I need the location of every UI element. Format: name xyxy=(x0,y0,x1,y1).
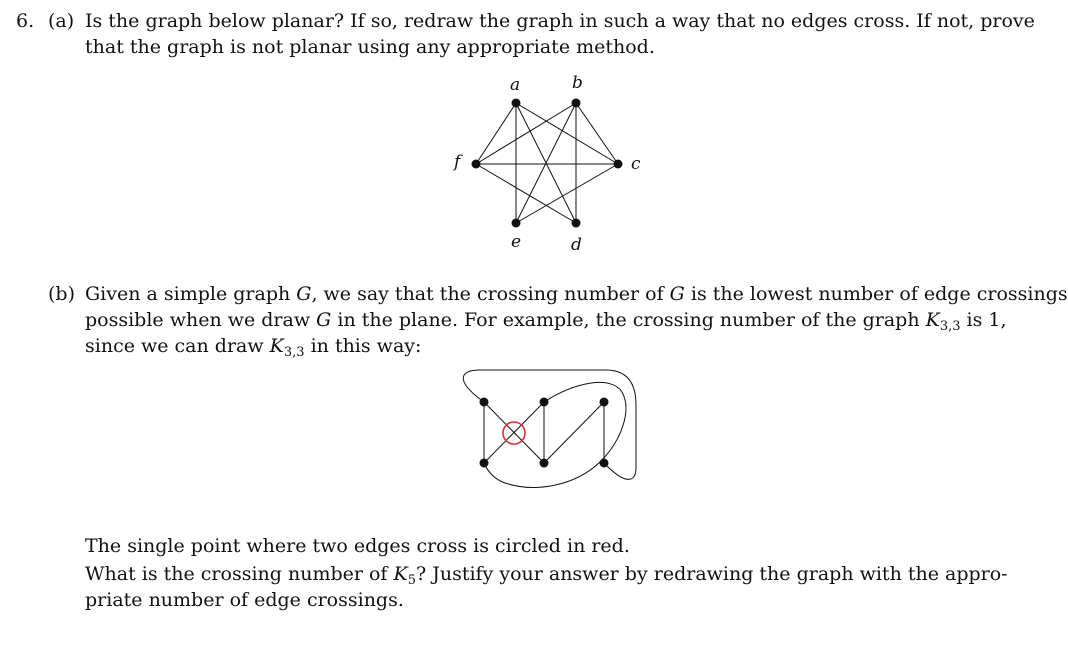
graph-k33 xyxy=(463,370,636,487)
part-a-text-line2: that the graph is not planar using any appropriate method. xyxy=(85,36,655,58)
k33-vertex xyxy=(480,398,489,407)
caption-crossing: The single point where two edges cross is circled in red. xyxy=(85,535,630,557)
k33-vertex xyxy=(540,398,549,407)
k33-vertex xyxy=(540,459,549,468)
vertex-d xyxy=(572,219,581,228)
part-b-text-line1: Given a simple graph G, we say that the crossing number of G is the lowest number of edge crossings xyxy=(85,283,1068,305)
vertex-label-d: d xyxy=(571,235,582,255)
k33-edge xyxy=(463,370,636,479)
vertex-f xyxy=(472,160,481,169)
part-b-marker: (b) xyxy=(48,283,75,305)
question-k5-line1: What is the crossing number of $K_5$? Justify your answer by redrawing the graph with the appro- xyxy=(85,563,1008,588)
vertex-b xyxy=(572,99,581,108)
part-a-marker: (a) xyxy=(48,10,75,32)
k33-vertex xyxy=(480,459,489,468)
vertex-label-f: f xyxy=(454,152,461,172)
k33-vertex xyxy=(600,398,609,407)
k33-edge xyxy=(544,402,604,463)
vertex-c xyxy=(614,160,623,169)
k33-vertex xyxy=(600,459,609,468)
part-b-text-line2: possible when we draw G in the plane. For example, the crossing number of the graph $K_{3,3}$ is 1, xyxy=(85,309,1007,334)
vertex-e xyxy=(512,219,521,228)
edge-b-c xyxy=(576,103,618,164)
question-k5-line2: priate number of edge crossings. xyxy=(85,589,404,611)
vertex-label-b: b xyxy=(572,73,583,93)
vertex-label-c: c xyxy=(631,154,641,174)
vertex-a xyxy=(512,99,521,108)
vertex-label-a: a xyxy=(510,75,521,95)
problem-number: 6. xyxy=(16,10,35,32)
part-a-text-line1: Is the graph below planar? If so, redraw the graph in such a way that no edges cross. If not, prove xyxy=(85,10,1035,32)
edge-a-f xyxy=(476,103,516,164)
part-b-text-line3: since we can draw $K_{3,3}$ in this way: xyxy=(85,335,422,360)
vertex-label-e: e xyxy=(511,232,522,252)
